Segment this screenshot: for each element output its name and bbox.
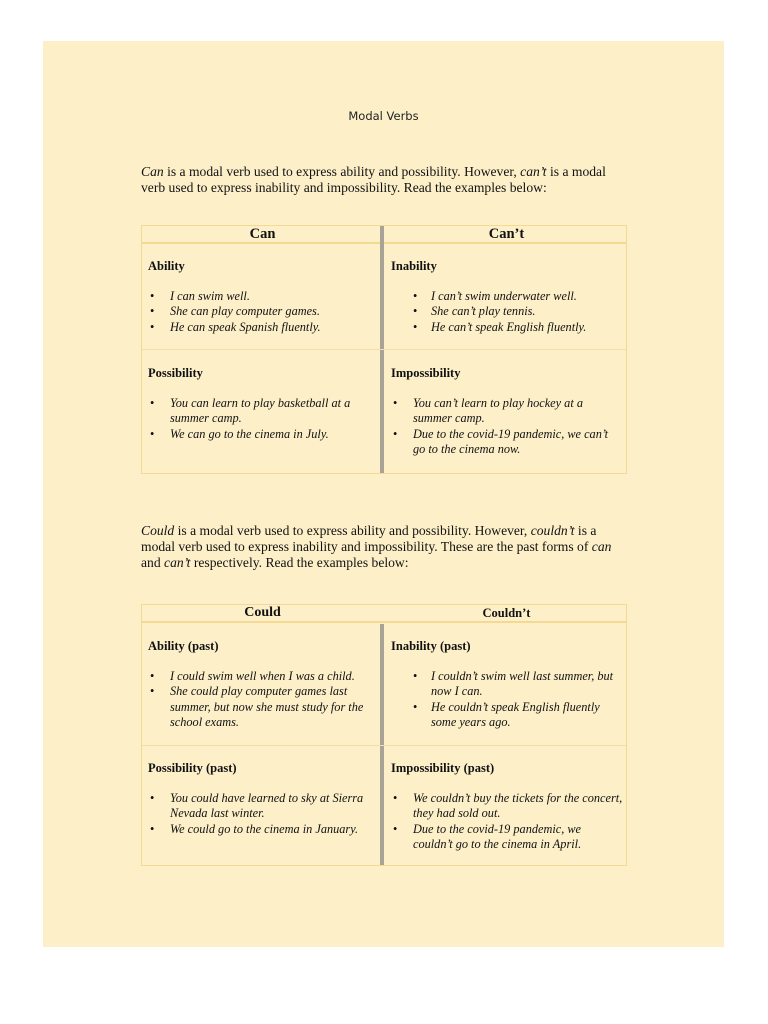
cell-heading: Possibility (past) (148, 761, 237, 775)
cell-heading: Ability (past) (148, 639, 219, 653)
cell-heading: Inability (391, 259, 437, 273)
bullet-icon: • (150, 426, 155, 441)
list-item (148, 791, 378, 822)
example-list (148, 289, 378, 335)
bullet-icon: • (413, 304, 418, 319)
cell-heading: Inability (past) (391, 639, 471, 653)
bullet-icon: • (413, 669, 418, 683)
text-run: and (141, 555, 165, 570)
bullet-icon: • (150, 669, 155, 683)
row-separator (142, 349, 626, 350)
bullet-icon: • (413, 319, 418, 334)
could-table (141, 604, 627, 866)
italic-term: couldn’t (530, 523, 575, 538)
list-item-text: I could swim well when I was a child. (170, 669, 355, 683)
list-item-text: She can play computer games. (170, 304, 320, 319)
cell-heading: Impossibility (391, 366, 461, 380)
list-item-text: You could have learned to sky at Sierra Nevada last winter. (170, 791, 364, 821)
example-list (391, 289, 623, 335)
list-item-text: We could go to the cinema in January. (170, 821, 359, 836)
list-item (391, 791, 623, 822)
bullet-icon: • (393, 791, 398, 805)
list-item-text: She could play computer games last summer, but now she must study for the school exams. (170, 684, 364, 729)
example-list (391, 396, 623, 457)
table-header (142, 605, 626, 623)
list-item-text: I couldn’t swim well last summer, but now I can. (431, 669, 614, 699)
row-separator (142, 745, 626, 746)
bullet-icon: • (413, 289, 418, 303)
list-item (148, 669, 378, 684)
bullet-icon: • (413, 699, 418, 714)
list-item-text: Due to the covid-19 pandemic, we can’t go to the cinema now. (413, 426, 608, 456)
bullet-icon: • (150, 791, 155, 805)
bullet-icon: • (150, 304, 155, 319)
cell-heading: Ability (148, 259, 185, 273)
italic-term: can (591, 539, 612, 554)
list-item (148, 427, 378, 442)
bullet-icon: • (150, 396, 155, 410)
bullet-icon: • (393, 396, 398, 410)
document-page (43, 41, 724, 947)
col-header-couldnt: Couldn’t (482, 606, 531, 620)
cell-possibility-past (148, 761, 378, 837)
cell-inability-past (391, 639, 623, 730)
cell-ability-past (148, 639, 378, 730)
text-run: is a modal verb used to express inability and impossibility. These are the past forms of (141, 523, 597, 554)
cell-inability (391, 259, 623, 335)
text-run: respectively. Read the examples below: (190, 555, 409, 570)
col-header-can: Can (249, 226, 276, 242)
col-header-could: Could (244, 605, 281, 620)
text-run: is a modal verb used to express inability and impossibility. Read the examples below: (141, 164, 606, 195)
list-item-text: She can’t play tennis. (431, 304, 536, 319)
italic-term: Can (141, 164, 164, 179)
cell-heading: Possibility (148, 366, 203, 380)
list-item-text: You can learn to play basketball at a summer camp. (170, 396, 351, 426)
italic-term: can’t (164, 555, 191, 570)
bullet-icon: • (393, 821, 398, 836)
cell-impossibility (391, 366, 623, 457)
list-item (391, 289, 623, 304)
document-title: Modal Verbs (348, 109, 419, 123)
list-item (391, 320, 623, 335)
bullet-icon: • (150, 821, 155, 836)
cell-heading: Impossibility (past) (391, 761, 495, 775)
bullet-icon: • (150, 289, 155, 303)
table-header (142, 226, 626, 244)
text-run: is a modal verb used to express ability and possibility. However, (163, 164, 521, 179)
list-item (148, 289, 378, 304)
list-item (391, 304, 623, 319)
list-item-text: You can’t learn to play hockey at a summer camp. (413, 396, 583, 426)
can-table (141, 225, 627, 474)
list-item-text: We couldn’t buy the tickets for the concert, they had sold out. (413, 791, 623, 821)
intro-paragraph-can (141, 164, 621, 196)
list-item (148, 320, 378, 335)
list-item (148, 396, 378, 427)
list-item-text: He can speak Spanish fluently. (170, 319, 321, 334)
list-item (391, 669, 623, 700)
col-header-cant: Can’t (488, 226, 525, 242)
list-item (391, 700, 623, 731)
list-item-text: He couldn’t speak English fluently some years ago. (431, 699, 600, 729)
text-run: is a modal verb used to express ability and possibility. However, (174, 523, 531, 538)
list-item-text: I can swim well. (170, 289, 250, 303)
list-item (391, 427, 623, 458)
cell-ability (148, 259, 378, 335)
list-item-text: He can’t speak English fluently. (431, 319, 587, 334)
cell-impossibility-past (391, 761, 623, 852)
example-list (148, 396, 378, 442)
list-item-text: We can go to the cinema in July. (170, 426, 329, 441)
example-list (148, 669, 378, 730)
list-item (391, 396, 623, 427)
bullet-icon: • (393, 426, 398, 441)
example-list (391, 791, 623, 852)
example-list (148, 791, 378, 837)
list-item (148, 822, 378, 837)
italic-term: Could (141, 523, 175, 538)
bullet-icon: • (150, 684, 155, 699)
bullet-icon: • (150, 319, 155, 334)
cell-possibility (148, 366, 378, 442)
list-item-text: Due to the covid-19 pandemic, we couldn’t go to the cinema in April. (413, 821, 582, 851)
list-item (148, 304, 378, 319)
list-item-text: I can’t swim underwater well. (431, 289, 577, 303)
intro-paragraph-could (141, 523, 621, 571)
italic-term: can’t (520, 164, 547, 179)
example-list (391, 669, 623, 730)
list-item (148, 684, 378, 730)
list-item (391, 822, 623, 853)
